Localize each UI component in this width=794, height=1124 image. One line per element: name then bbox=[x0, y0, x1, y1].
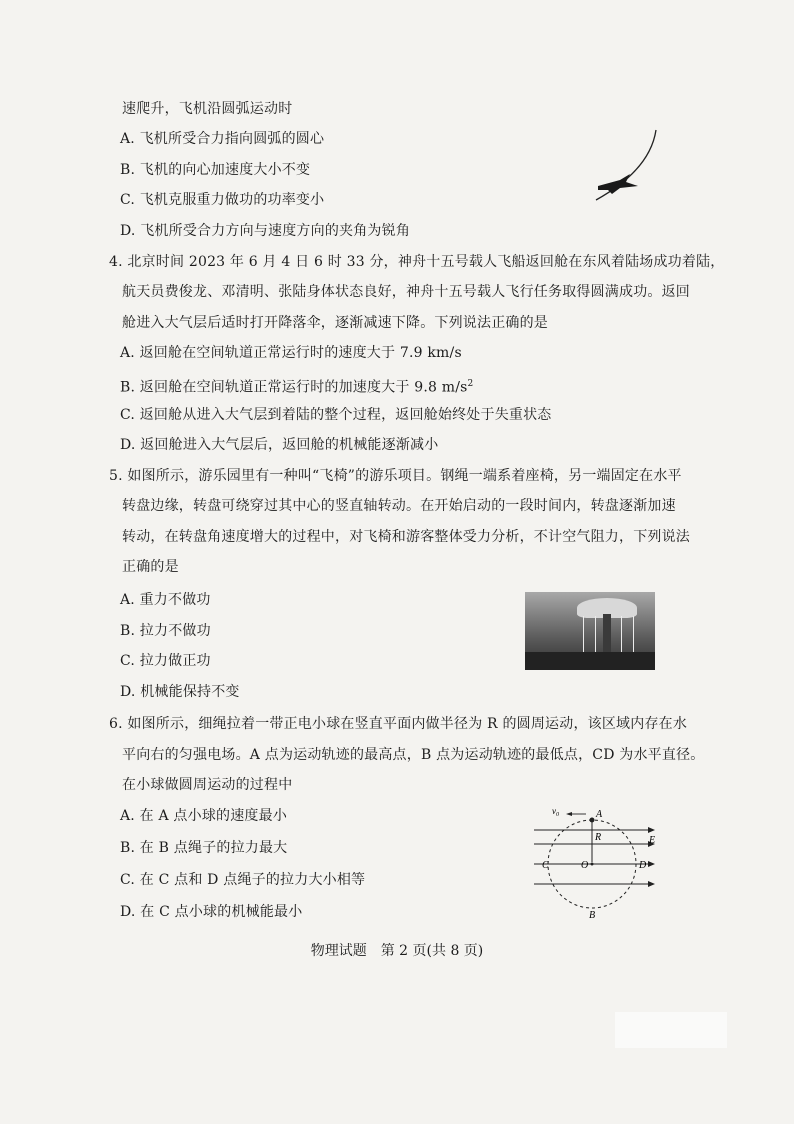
carousel-rope bbox=[633, 616, 634, 656]
radius-r-label: R bbox=[595, 832, 602, 843]
q6-stem-line-2: 平向右的匀强电场。A 点为运动轨迹的最高点，B 点为运动轨迹的最低点，CD 为水平直径。 bbox=[122, 747, 705, 763]
q4-option-c: C. 返回舱从进入大气层到着陆的整个过程，返回舱始终处于失重状态 bbox=[120, 407, 552, 423]
q5-option-a: A. 重力不做功 bbox=[120, 592, 211, 608]
point-c-label: C bbox=[542, 860, 549, 871]
point-a-label: A bbox=[596, 809, 603, 820]
q4-option-b bbox=[120, 374, 473, 398]
field-arrow bbox=[648, 861, 655, 867]
q4-stem-line-3: 舱进入大气层后适时打开降落伞，逐渐减速下降。下列说法正确的是 bbox=[122, 315, 548, 331]
carousel-rope bbox=[583, 616, 584, 656]
q4-option-b-text: B. 返回舱在空间轨道正常运行时的加速度大于 9.8 m/s bbox=[120, 379, 468, 396]
flying-chair-photo bbox=[525, 592, 655, 670]
q5-stem-line-1: 5. 如图所示，游乐园里有一种叫“飞椅”的游乐项目。钢绳一端系着座椅，另一端固定在水平 bbox=[109, 468, 682, 484]
circular-motion-diagram bbox=[528, 808, 668, 920]
charged-ball bbox=[590, 818, 595, 823]
photo-ground bbox=[525, 652, 655, 670]
scan-artifact bbox=[615, 1012, 727, 1048]
q6-option-a: A. 在 A 点小球的速度最小 bbox=[120, 808, 288, 824]
q4-stem-line-1: 4. 北京时间 2023 年 6 月 4 日 6 时 33 分，神舟十五号载人飞船返回舱在东风着陆场成功着陆， bbox=[109, 254, 725, 270]
q5-option-b: B. 拉力不做功 bbox=[120, 623, 211, 639]
q5-stem-line-4: 正确的是 bbox=[122, 559, 179, 575]
q4-option-b-superscript: 2 bbox=[467, 379, 474, 389]
center-point bbox=[591, 863, 594, 866]
q3-option-a: A. 飞机所受合力指向圆弧的圆心 bbox=[120, 131, 325, 147]
page-footer: 物理试题 第 2 页(共 8 页) bbox=[310, 943, 484, 959]
v0-label: $v_0$ bbox=[552, 808, 559, 818]
field-arrow bbox=[648, 881, 655, 887]
field-e-label: E bbox=[649, 835, 656, 846]
q3-option-b: B. 飞机的向心加速度大小不变 bbox=[120, 162, 311, 178]
carousel-rope bbox=[621, 616, 622, 656]
q3-intro: 速爬升，飞机沿圆弧运动时 bbox=[122, 101, 293, 117]
q5-option-d: D. 机械能保持不变 bbox=[120, 684, 240, 700]
q6-stem-line-1: 6. 如图所示，细绳拉着一带正电小球在竖直平面内做半径为 R 的圆周运动，该区域内存在水 bbox=[109, 716, 688, 732]
velocity-arrowhead bbox=[566, 812, 572, 816]
q6-stem-line-3: 在小球做圆周运动的过程中 bbox=[122, 777, 293, 793]
q4-option-d: D. 返回舱进入大气层后，返回舱的机械能逐渐减小 bbox=[120, 437, 439, 453]
carousel-rope bbox=[595, 616, 596, 656]
q5-option-c: C. 拉力做正功 bbox=[120, 653, 211, 669]
q6-option-c: C. 在 C 点和 D 点绳子的拉力大小相等 bbox=[120, 872, 366, 888]
q5-stem-line-2: 转盘边缘，转盘可绕穿过其中心的竖直轴转动。在开始启动的一段时间内，转盘逐渐加速 bbox=[122, 498, 676, 514]
q4-option-a: A. 返回舱在空间轨道正常运行时的速度大于 7.9 km/s bbox=[120, 345, 462, 361]
q4-stem-line-2: 航天员费俊龙、邓清明、张陆身体状态良好，神舟十五号载人飞行任务取得圆满成功。返回 bbox=[122, 284, 690, 300]
q5-stem-line-3: 转动，在转盘角速度增大的过程中，对飞椅和游客整体受力分析，不计空气阻力，下列说法 bbox=[122, 529, 690, 545]
q6-option-d: D. 在 C 点小球的机械能最小 bbox=[120, 904, 303, 920]
q3-option-c: C. 飞机克服重力做功的功率变小 bbox=[120, 192, 325, 208]
plane-arc-figure bbox=[590, 128, 670, 208]
center-o-label: O bbox=[581, 860, 589, 871]
jet-plane-icon bbox=[598, 174, 638, 194]
field-arrow bbox=[648, 827, 655, 833]
q3-option-d: D. 飞机所受合力方向与速度方向的夹角为锐角 bbox=[120, 223, 411, 239]
point-d-label: D bbox=[639, 860, 647, 871]
q6-option-b: B. 在 B 点绳子的拉力最大 bbox=[120, 840, 288, 856]
point-b-label: B bbox=[589, 910, 596, 920]
